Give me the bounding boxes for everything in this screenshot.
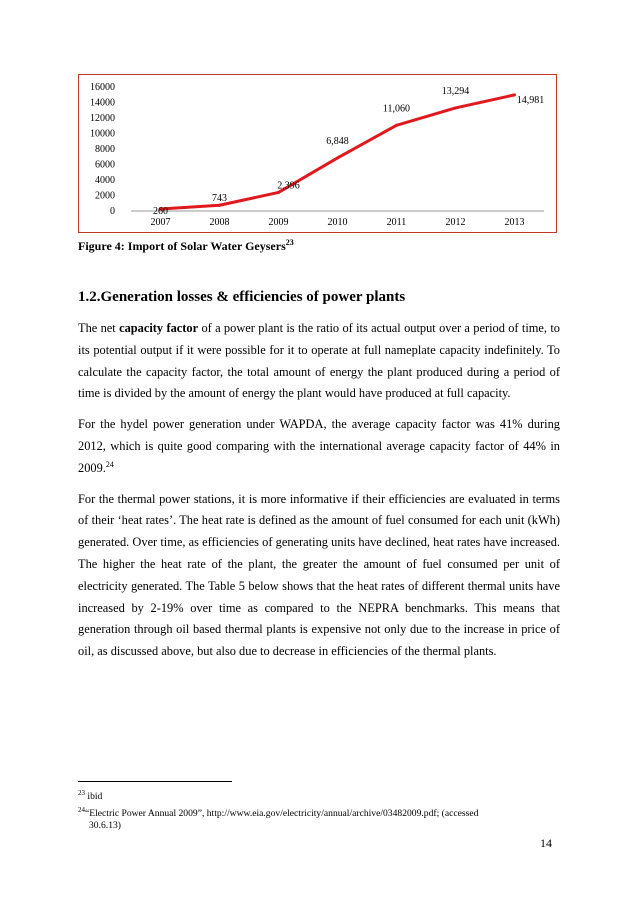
body-text [78,318,560,672]
page-number: 14 [540,836,552,850]
footnote-24 [78,804,548,821]
footnote-ref-24[interactable]: 24 [105,459,114,469]
footnote-24-continued: 30.6.13) [89,820,121,832]
y-tick-label: 12000 [90,113,115,124]
footnote-23 [78,787,548,804]
paragraph-hydel [78,414,560,479]
data-label: 743 [212,193,227,205]
x-tick-label: 2011 [386,217,407,228]
data-point [336,156,339,159]
data-label: 14,981 [516,94,545,106]
x-tick-label: 2013 [504,217,525,228]
p2-text: For the hydel power generation under WAPDA, the average capacity factor was 41% during 2012, which is quite good comparing with the international average capacity factor of 44% in 2009. [78,417,560,475]
y-tick-label: 2000 [95,190,115,202]
data-label: 6,848 [326,135,349,147]
chart-container [78,74,557,233]
y-tick-label: 16000 [90,82,115,93]
footnote-divider [78,781,232,782]
caption-footnote-ref[interactable]: 23 [285,238,294,247]
line-chart [79,75,558,234]
x-tick-label: 2008 [209,217,230,228]
caption-text: Figure 4: Import of Solar Water Geysers [78,239,286,253]
footnote-24-number: 24 [78,805,85,814]
data-label: 13,294 [441,85,470,97]
p1-text-start: The net [78,321,120,335]
series-line [161,95,515,209]
footnote-24-text[interactable]: “Electric Power Annual 2009”, http://www.eia.gov/electricity/annual/archive/03482009.pdf; (accessed [85,807,479,819]
footnotes [78,787,548,833]
x-tick-label: 2012 [445,217,466,228]
x-tick-label: 2007 [150,217,171,228]
term-capacity-factor: capacity factor [119,321,199,335]
data-label: 11,060 [382,103,411,115]
paragraph-capacity-factor [78,318,560,405]
footnote-23-number: 23 [78,789,85,797]
figure-caption [78,238,294,254]
p1-text-rest: of a power plant is the ratio of its actual output over a period of time, to its potential output if it were possible for it to operate at full nameplate capacity indefinitely. To calculate the capacity factor, the total amount of energy the plant produced during a period of time is divided by the amount of energy the plant would have produced at full capacity. [78,321,560,401]
y-tick-label: 10000 [90,128,115,140]
y-tick-label: 8000 [95,144,115,155]
data-label: 2,396 [277,180,300,192]
data-point [454,106,457,109]
data-point [395,124,398,127]
section-heading: 1.2.Generation losses & efficiencies of power plants [78,289,406,305]
paragraph-thermal: For the thermal power stations, it is more informative if their efficiencies are evaluated in terms of their ‘heat rates’. The heat rate is defined as the amount of fuel consumed for each unit (kWh) generated. Over time, as efficiencies of generating units have declined, heat rates have increased. The higher the heat rate of the plant, the greater the amount of fuel consumed per unit of electricity generated. The Table 5 below shows that the heat rates of different thermal units have increased by 2-19% over time as compared to the NEPRA benchmarks. This means that generation through oil based thermal plants is expensive not only due to the increase in price of oil, as discussed above, but also due to decrease in efficiencies of the thermal plants. [78,491,560,659]
x-tick-label: 2010 [327,217,348,228]
x-tick-label: 2009 [268,217,289,228]
y-tick-label: 6000 [95,159,115,171]
footnote-23-text: ibid [85,791,103,803]
y-tick-label: 4000 [95,175,115,186]
data-label: 260 [153,205,168,217]
data-point [513,93,516,96]
y-tick-label: 14000 [90,97,115,109]
y-tick-label: 0 [110,206,115,217]
